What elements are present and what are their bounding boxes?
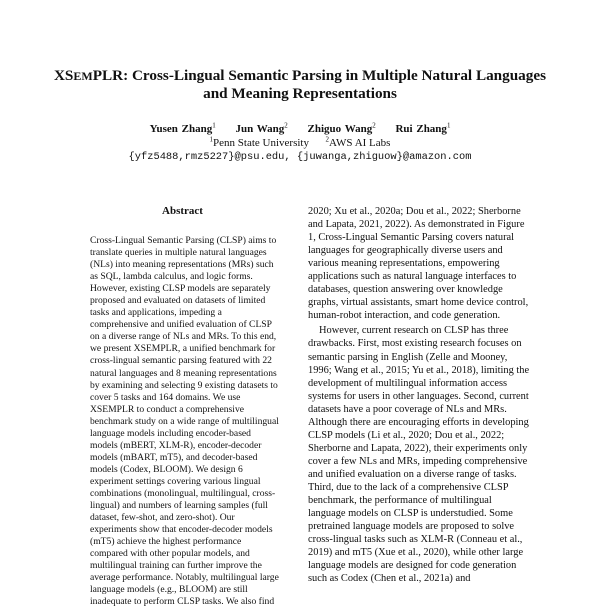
affiliations: $^1$Penn State University $^2$AWS AI Labs: [209, 135, 391, 149]
affiliation: Penn State University: [213, 137, 309, 149]
affiliation: AWS AI Labs: [328, 137, 391, 149]
author-names: [40, 122, 560, 136]
body-paragraph: However, current research on CLSP has three drawbacks. First, most existing research focuses on semantic parsing in English (Zelle and Mooney, 1996; Wang et al., 2015; Yu et al., 2018), limiting the development of multilingual information access systems for users in other languages. Second, current datasets have a poor coverage of NLs and MRs. Although there are encouraging efforts in developing CLSP models (Li et al., 2020; Dou et al., 2022; Sherborne and Lapata, 2022), their experiments only cover a few NLs and MRs, impeding comprehensive and unified evaluation on a diverse range of tasks. Third, due to the lack of a comprehensive CLSP benchmark, the performance of multilingual language models on CLSP is understudied. Some pretrained language models are proposed to solve cross-lingual tasks such as XLM-R (Conneau et al., 2019) and mT5 (Xue et al., 2020), while other large language models are designed for code generation such as Codex (Chen et al., 2021a) and: [308, 325, 530, 585]
author-emails: {yfz5488,rmz5227}@psu.edu, {juwanga,zhiguow}@amazon.com: [128, 151, 472, 163]
author: Jun Wang$^2$: [235, 121, 288, 135]
title-prefix: XS: [53, 67, 74, 84]
abstract-text: Cross-Lingual Semantic Parsing (CLSP) aims to translate queries in multiple natural languages (NLs) into meaning representations (MRs) such as SQL, lambda calculus, and logic forms. However, existing CLSP models are separately proposed and evaluated on datasets of limited tasks and applications, impeding a comprehensive and unified evaluation of CLSP on a diverse range of NLs and MRs. To this end, we present XSEMPLR, a unified benchmark for cross-lingual semantic parsing featured with 22 natural languages and 8 meaning representations by examining and selecting 9 existing datasets to cover 5 tasks and 164 domains. We use XSEMPLR to conduct a comprehensive benchmark study on a wide range of multilingual language models including encoder-based models (mBERT, XLM-R), encoder-decoder models (mBART, mT5), and decoder-based models (Codex, BLOOM). We design 6 experiment settings covering various lingual combinations (monolingual, multilingual, cross-lingual) and numbers of learning samples (full dataset, few-shot, and zero-shot). Our experiments show that encoder-decoder models (mT5) achieve the highest performance compared with other popular models, and multilingual training can further improve the average performance. Notably, multilingual large language models (e.g., BLOOM) are still inadequate to perform CLSP tasks. We also find: [90, 235, 279, 608]
paper-title: [40, 67, 560, 103]
abstract-heading: Abstract: [162, 205, 203, 217]
author: Zhiguo Wang$^2$: [307, 121, 376, 135]
body-paragraph: 2020; Xu et al., 2020a; Dou et al., 2022; Sherborne and Lapata, 2021, 2022). As demonstrated in Figure 1, Cross-Lingual Semantic Parsing covers natural languages for geographically diverse users and various meaning representations, empowering applications such as natural language interfaces to databases, question answering over knowledge graphs, virtual assistants, smart home device control, human-robot interaction, and code generation.: [308, 206, 529, 322]
author: Yusen Zhang$^1$: [149, 121, 216, 135]
author-block: [40, 122, 560, 164]
author: Rui Zhang$^1$: [395, 121, 451, 135]
title-smallcaps: EM: [73, 69, 93, 83]
title-rest: PLR: Cross-Lingual Semantic Parsing in Multiple Natural Languages and Meaning Representations: [92, 67, 547, 102]
body-column: [308, 205, 530, 600]
